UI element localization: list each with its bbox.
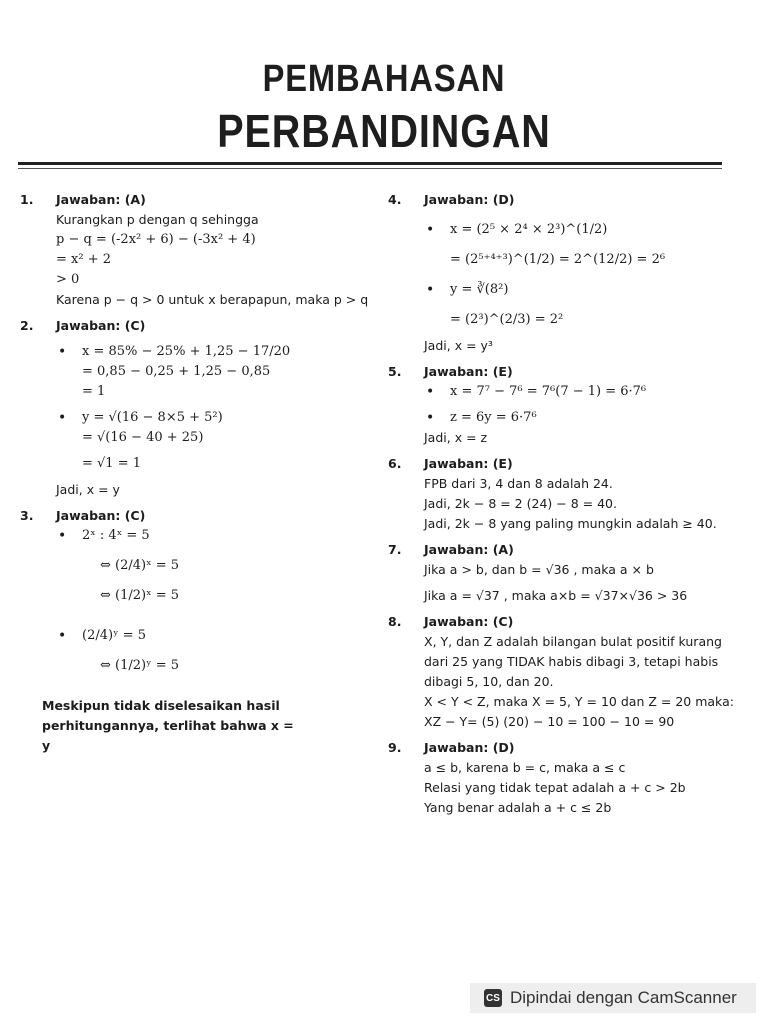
solution-line: X, Y, dan Z adalah bilangan bulat positif kurang dari 25 yang TIDAK habis dibagi 3, tetapi habis dibagi 5, 10, dan 20. bbox=[424, 634, 722, 689]
solution-line: Jika a > b, dan b = √36 , maka a × b bbox=[424, 562, 654, 577]
answer-label: Jawaban: (D) bbox=[424, 192, 515, 207]
answer-label: Jawaban: (E) bbox=[424, 456, 513, 471]
item-number: 1. bbox=[20, 192, 34, 207]
solution-item-9 bbox=[388, 738, 760, 818]
answer-label: Jawaban: (C) bbox=[56, 508, 146, 523]
solution-item-2 bbox=[20, 316, 380, 500]
solution-item-3 bbox=[20, 506, 380, 756]
watermark-text: Dipindai dengan CamScanner bbox=[510, 988, 737, 1007]
item-number: 2. bbox=[20, 318, 34, 333]
solution-line: ⇔ (1/2)ˣ = 5 bbox=[100, 588, 180, 603]
solution-line: Jadi, x = y bbox=[56, 482, 120, 497]
item-number: 8. bbox=[388, 614, 402, 629]
solution-line: ⇔ (1/2)ʸ = 5 bbox=[100, 658, 180, 673]
answer-label: Jawaban: (C) bbox=[56, 318, 146, 333]
solution-line: Karena p − q > 0 untuk x berapapun, maka p > q bbox=[56, 292, 369, 307]
answer-label: Jawaban: (E) bbox=[424, 364, 513, 379]
solution-line: ⇔ (2/4)ˣ = 5 bbox=[100, 558, 180, 573]
solution-line: a ≤ b, karena b = c, maka a ≤ c bbox=[424, 760, 626, 775]
item-number: 9. bbox=[388, 740, 402, 755]
solution-line: XZ − Y= (5) (20) − 10 = 100 − 10 = 90 bbox=[424, 714, 675, 729]
solution-line: = 1 bbox=[82, 384, 106, 399]
solution-line: > 0 bbox=[56, 272, 80, 287]
solution-line: = (2³)^(2/3) = 2² bbox=[450, 312, 564, 327]
camscanner-logo-icon: CS bbox=[484, 989, 502, 1007]
item-number: 5. bbox=[388, 364, 402, 379]
solution-line: Jadi, x = y³ bbox=[424, 338, 493, 353]
solution-conclusion: Meskipun tidak diselesaikan hasil perhitungannya, terlihat bahwa x = y bbox=[42, 698, 294, 753]
solution-line: • x = (2⁵ × 2⁴ × 2³)^(1/2) bbox=[424, 220, 760, 240]
item-number: 3. bbox=[20, 508, 34, 523]
solution-line: Jadi, 2k − 8 = 2 (24) − 8 = 40. bbox=[424, 496, 617, 511]
solution-line: • z = 6y = 6·7⁶ bbox=[424, 408, 760, 428]
solution-line: Jadi, 2k − 8 yang paling mungkin adalah ≥ 40. bbox=[424, 516, 717, 531]
solution-line: • x = 7⁷ − 7⁶ = 7⁶(7 − 1) = 6·7⁶ bbox=[424, 382, 760, 402]
title-divider-thin bbox=[18, 168, 722, 169]
item-number: 6. bbox=[388, 456, 402, 471]
answer-label: Jawaban: (D) bbox=[424, 740, 515, 755]
solution-item-8 bbox=[388, 612, 760, 732]
solution-line: • 2ˣ : 4ˣ = 5 bbox=[56, 526, 380, 546]
camscanner-watermark bbox=[470, 983, 756, 1013]
item-number: 4. bbox=[388, 192, 402, 207]
solution-item-7 bbox=[388, 540, 760, 606]
solution-line: • y = √(16 − 8×5 + 5²) bbox=[56, 408, 380, 428]
answer-label: Jawaban: (A) bbox=[424, 542, 514, 557]
solution-line: = 0,85 − 0,25 + 1,25 − 0,85 bbox=[82, 364, 271, 379]
solution-line: = (2⁵⁺⁴⁺³)^(1/2) = 2^(12/2) = 2⁶ bbox=[450, 252, 666, 267]
solution-line: p − q = (-2x² + 6) − (-3x² + 4) bbox=[56, 232, 256, 247]
solution-line: = √1 = 1 bbox=[82, 456, 142, 471]
page-title-line2: PERBANDINGAN bbox=[217, 105, 551, 157]
solution-line: Kurangkan p dengan q sehingga bbox=[56, 212, 259, 227]
solution-item-1 bbox=[20, 190, 380, 310]
solution-line: Yang benar adalah a + c ≤ 2b bbox=[424, 800, 612, 815]
answer-label: Jawaban: (C) bbox=[424, 614, 514, 629]
left-column bbox=[20, 190, 380, 762]
solution-line: • (2/4)ʸ = 5 bbox=[56, 626, 380, 646]
solution-line: X < Y < Z, maka X = 5, Y = 10 dan Z = 20 maka: bbox=[424, 694, 734, 709]
solution-line: • y = ∛(8²) bbox=[424, 280, 760, 300]
solution-line: = x² + 2 bbox=[56, 252, 111, 267]
solution-line: = √(16 − 40 + 25) bbox=[82, 430, 204, 445]
solution-line: FPB dari 3, 4 dan 8 adalah 24. bbox=[424, 476, 613, 491]
solution-line: • x = 85% − 25% + 1,25 − 17/20 bbox=[56, 342, 380, 362]
solution-line: Jika a = √37 , maka a×b = √37×√36 > 36 bbox=[424, 588, 688, 603]
solution-item-6 bbox=[388, 454, 760, 534]
solution-line: Jadi, x = z bbox=[424, 430, 488, 445]
title-divider-thick bbox=[18, 162, 722, 165]
page-title-line1: PEMBAHASAN bbox=[262, 58, 506, 100]
solution-item-4 bbox=[388, 190, 760, 356]
solution-line: Relasi yang tidak tepat adalah a + c > 2b bbox=[424, 780, 686, 795]
item-number: 7. bbox=[388, 542, 402, 557]
right-column bbox=[388, 190, 760, 824]
solution-item-5 bbox=[388, 362, 760, 448]
answer-label: Jawaban: (A) bbox=[56, 192, 146, 207]
